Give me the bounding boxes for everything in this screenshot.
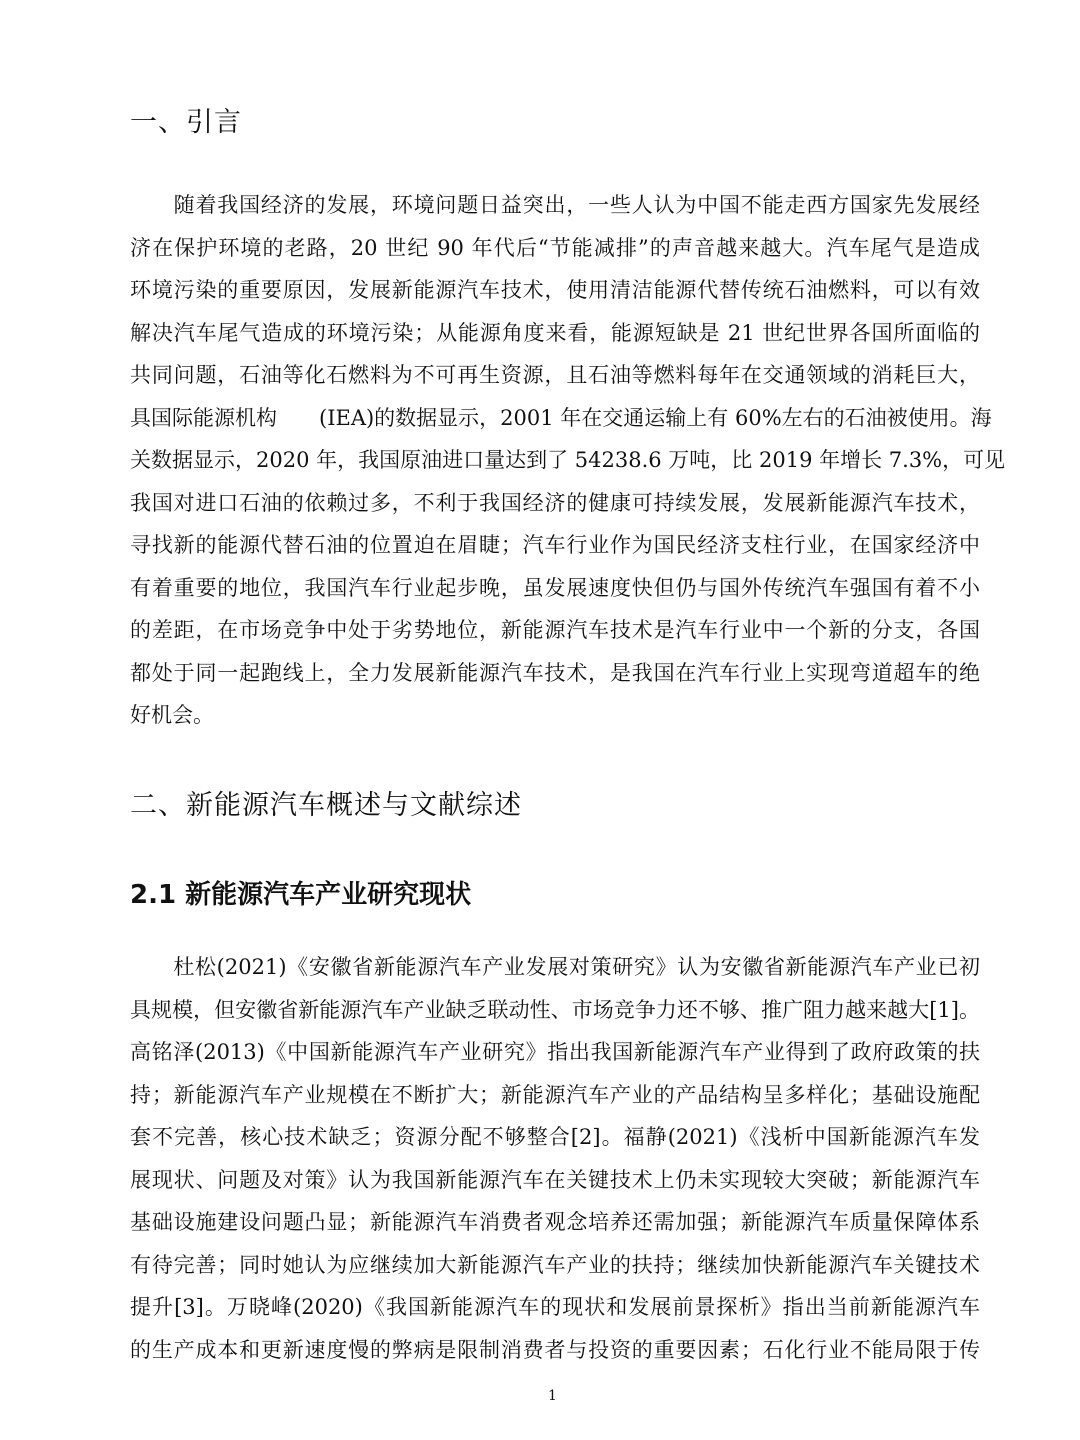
- paragraph-line: 套不完善，核心技术缺乏；资源分配不够整合[2]。福静(2021)《浅析中国新能源汽车发: [130, 1125, 980, 1149]
- paragraph-line: 随着我国经济的发展，环境问题日益突出，一些人认为中国不能走西方国家先发展经: [130, 193, 980, 217]
- subsection-heading-industry-research: 2.1 新能源汽车产业研究现状: [130, 880, 472, 910]
- page-number: 1: [548, 1388, 557, 1404]
- paragraph-line: 有着重要的地位，我国汽车行业起步晚，虽发展速度快但仍与国外传统汽车强国有着不小: [130, 575, 980, 600]
- paragraph-line: 持；新能源汽车产业规模在不断扩大；新能源汽车产业的产品结构呈多样化；基础设施配: [130, 1082, 980, 1107]
- paragraph-line: 解决汽车尾气造成的环境污染；从能源角度来看，能源短缺是 21 世纪世界各国所面临的: [130, 320, 980, 345]
- paragraph-line: 具国际能源机构 (IEA)的数据显示，2001 年在交通运输上有 60%左右的石油被使用。海: [130, 405, 992, 430]
- paragraph-line: 基础设施建设问题凸显；新能源汽车消费者观念培养还需加强；新能源汽车质量保障体系: [130, 1210, 980, 1234]
- section-heading-introduction: 一、引言: [130, 107, 242, 138]
- paragraph-line: 的差距，在市场竞争中处于劣势地位，新能源汽车技术是汽车行业中一个新的分支，各国: [130, 618, 980, 642]
- paragraph-line: 环境污染的重要原因，发展新能源汽车技术，使用清洁能源代替传统石油燃料，可以有效: [130, 278, 980, 302]
- paragraph-line: 具规模，但安徽省新能源汽车产业缺乏联动性、市场竞争力还不够、推广阻力越来越大[1]。: [130, 997, 980, 1022]
- section-heading-overview: 二、新能源汽车概述与文献综述: [130, 790, 522, 821]
- paragraph-line: 寻找新的能源代替石油的位置迫在眉睫；汽车行业作为国民经济支柱行业，在国家经济中: [130, 533, 980, 557]
- paragraph-line: 有待完善；同时她认为应继续加大新能源汽车产业的扶持；继续加快新能源汽车关键技术: [130, 1252, 980, 1277]
- paragraph-industry-research: [130, 946, 980, 1371]
- paragraph-line: 好机会。: [130, 703, 214, 727]
- paragraph-line: 高铭泽(2013)《中国新能源汽车产业研究》指出我国新能源汽车产业得到了政府政策的扶: [130, 1040, 980, 1064]
- paragraph-line: 展现状、问题及对策》认为我国新能源汽车在关键技术上仍未实现较大突破；新能源汽车: [130, 1167, 980, 1192]
- paragraph-line: 济在保护环境的老路，20 世纪 90 年代后“节能减排”的声音越来越大。汽车尾气是造成: [130, 235, 980, 260]
- paragraph-line: 共同问题，石油等化石燃料为不可再生资源，且石油等燃料每年在交通领域的消耗巨大，: [130, 363, 980, 387]
- paragraph-line: 都处于同一起跑线上，全力发展新能源汽车技术，是我国在汽车行业上实现弯道超车的绝: [130, 660, 980, 685]
- paragraph-introduction: [130, 184, 1006, 737]
- paragraph-line: 我国对进口石油的依赖过多，不利于我国经济的健康可持续发展，发展新能源汽车技术，: [130, 490, 980, 515]
- paragraph-line: 杜松(2021)《安徽省新能源汽车产业发展对策研究》认为安徽省新能源汽车产业已初: [130, 955, 980, 979]
- paragraph-line: 的生产成本和更新速度慢的弊病是限制消费者与投资的重要因素；石化行业不能局限于传: [130, 1337, 980, 1362]
- paragraph-line: 提升[3]。万晓峰(2020)《我国新能源汽车的现状和发展前景探析》指出当前新能源汽车: [130, 1295, 980, 1319]
- paragraph-line: 关数据显示，2020 年，我国原油进口量达到了 54238.6 万吨，比 2019 年增长 7.3%，可见: [130, 448, 1006, 472]
